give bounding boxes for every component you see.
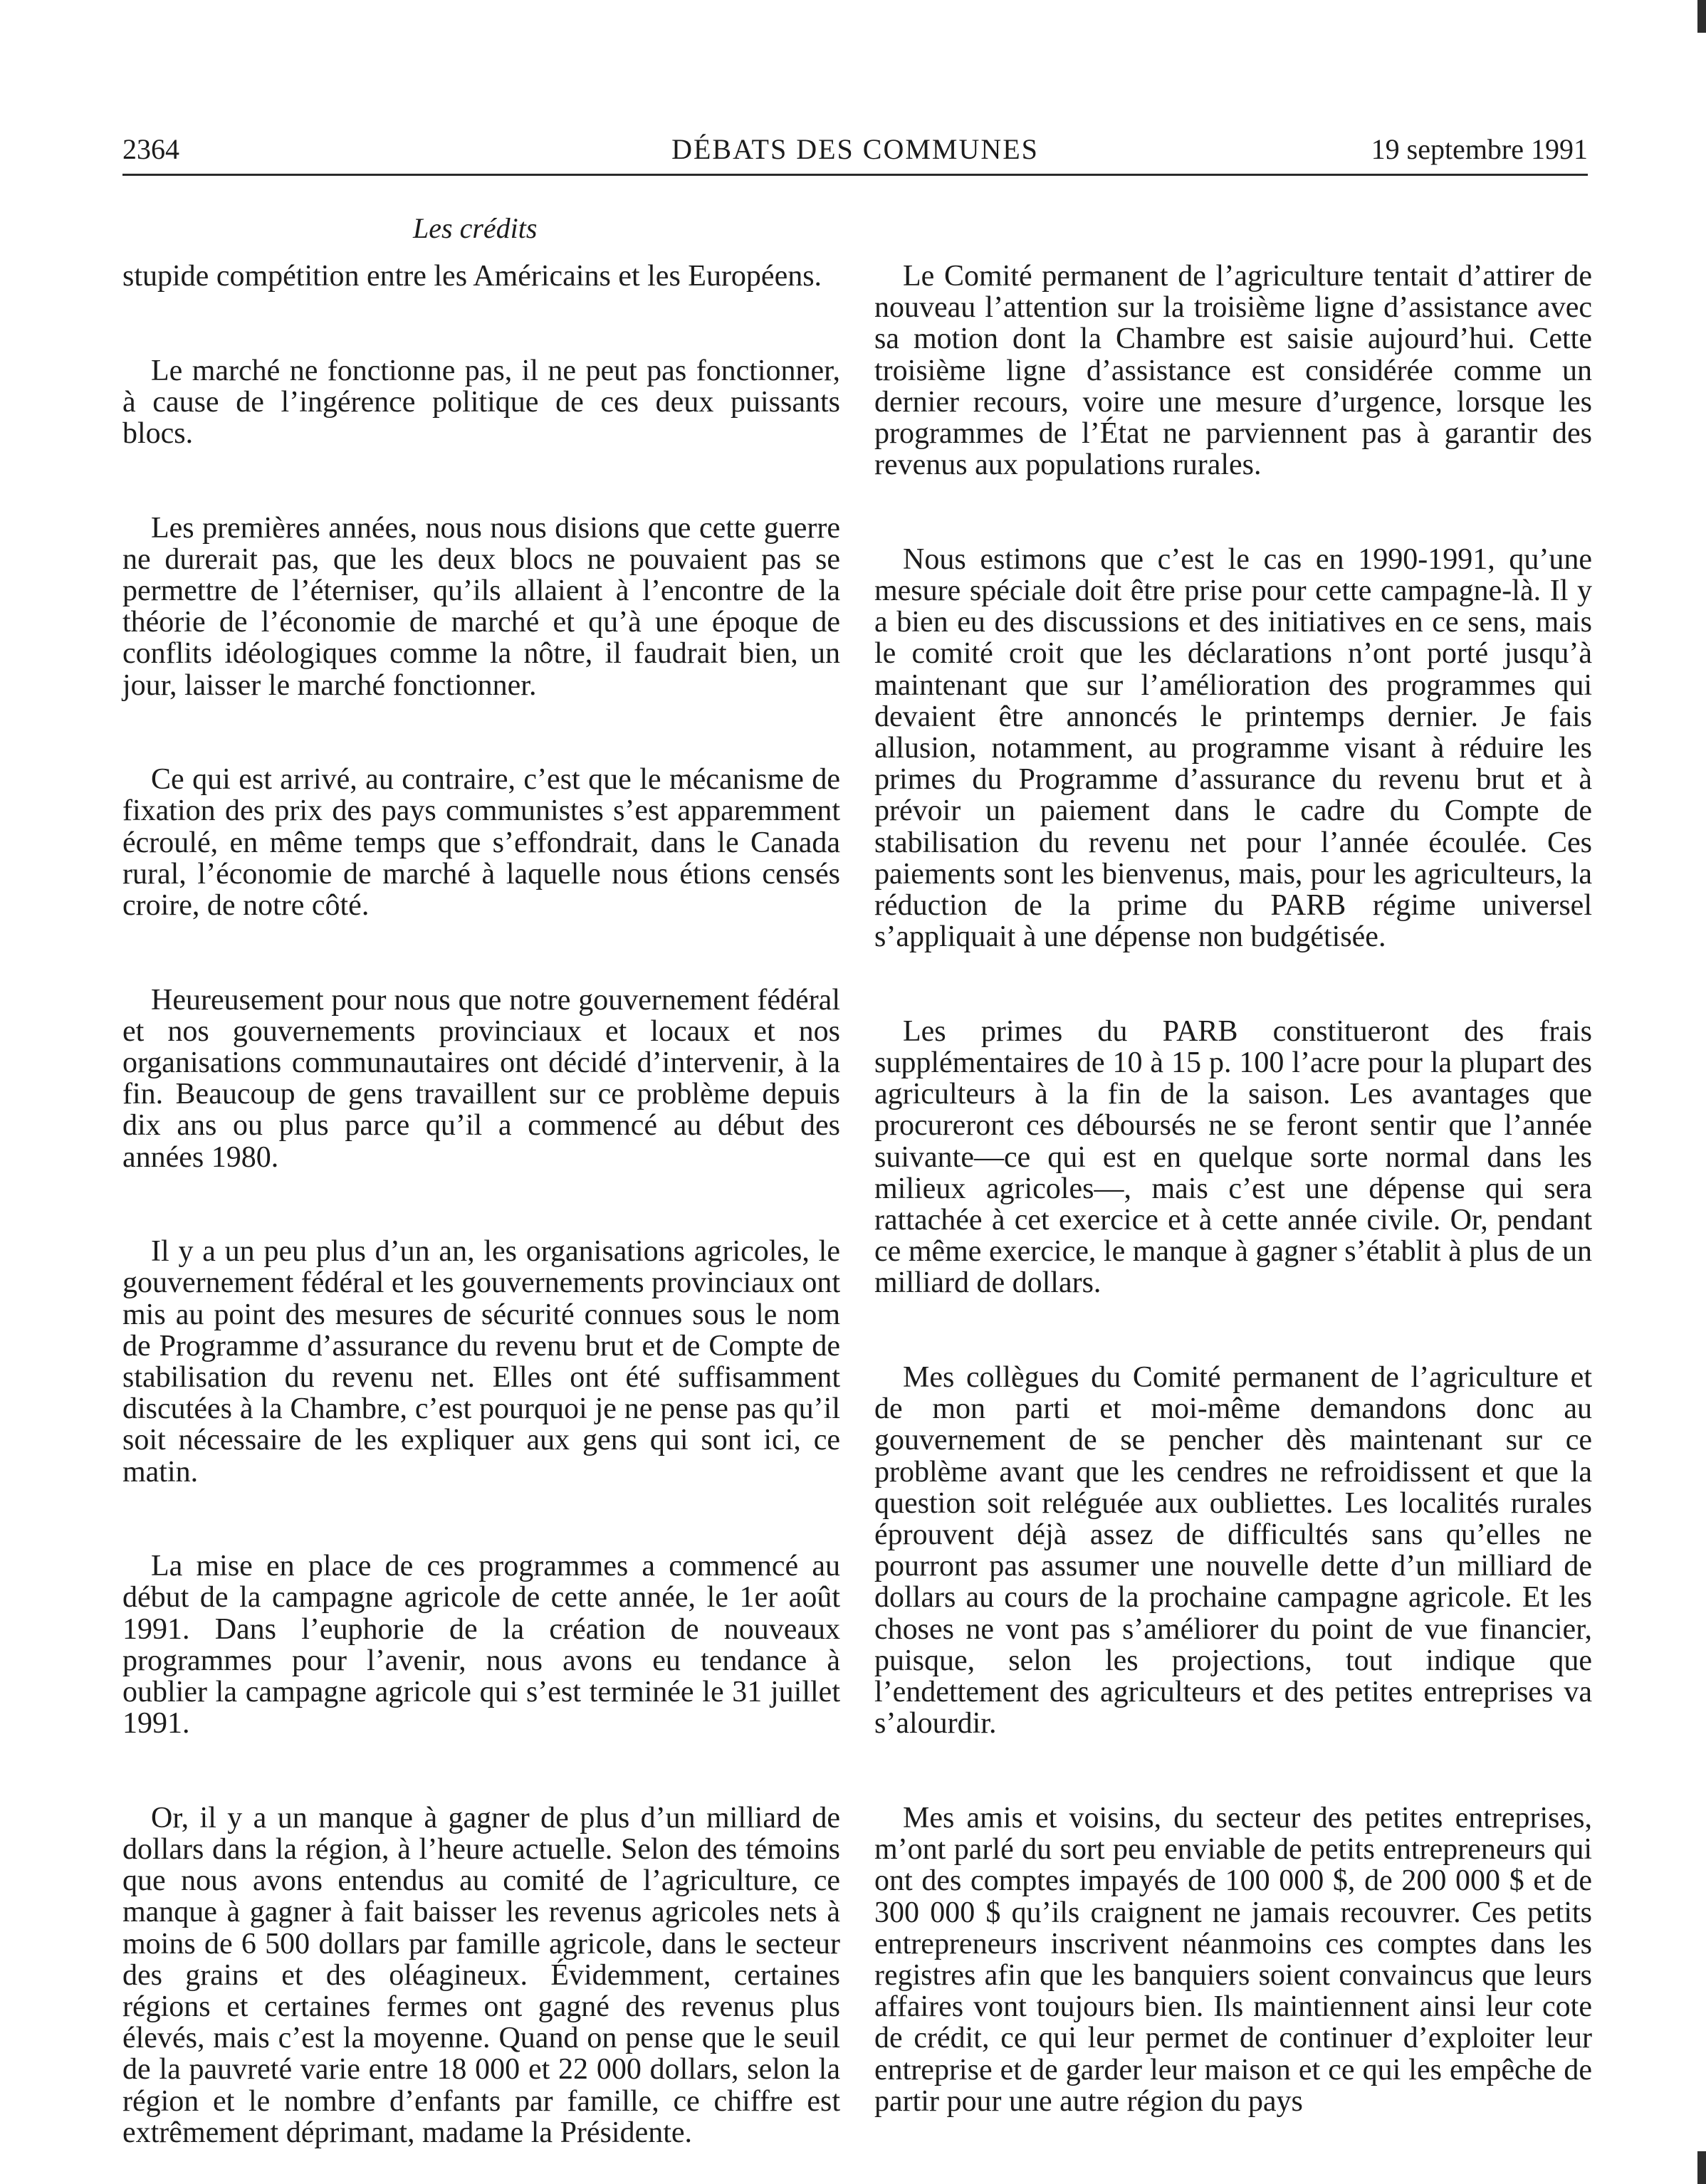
page-header bbox=[122, 132, 1588, 172]
page-number: 2364 bbox=[122, 133, 179, 165]
paragraph: Le marché ne fonctionne pas, il ne peut pas fonctionner, à cause de l’ingérence politique de ces deux puissants blocs. bbox=[122, 354, 840, 450]
paragraph: Or, il y a un manque à gagner de plus d’un milliard de dollars dans la région, à l’heure actuelle. Selon des témoins que nous avons entendus au comité de l’agriculture, ce manque à gagner à fait baisser les revenus agricoles nets à moins de 6 500 dollars par famille agricole, dans le secteur des grains et des oléagineux. Évidemment, certaines régions et certaines fermes ont gagné des revenus plus élevés, mais c’est la moyenne. Quand on pense que le seuil de la pauvreté varie entre 18 000 et 22 000 dollars, selon la région et le nombre d’enfants par famille, ce chiffre est extrêmement déprimant, madame la Présidente. bbox=[122, 1801, 840, 2149]
paragraph: Il y a un peu plus d’un an, les organisations agricoles, le gouvernement fédéral et les gouvernements provinciaux ont mis au point des mesures de sécurité connues sous le nom de Programme d’assurance du revenu brut et de Compte de stabilisation du revenu net. Elles ont été suffisamment discutées à la Chambre, c’est pourquoi je ne pense pas qu’il soit nécessaire de les expliquer aux gens qui sont ici, ce matin. bbox=[122, 1235, 840, 1489]
left-column bbox=[122, 261, 840, 2148]
paragraph: Les premières années, nous nous disions que cette guerre ne durerait pas, que les deux blocs ne pouvaient pas se permettre de l’éterniser, qu’ils allaient à l’encontre de la théorie de l’économie de marché et qu’à une époque de conflits idéologiques comme la nôtre, il faudrait bien, un jour, laisser le marché fonctionner. bbox=[122, 511, 840, 702]
paragraph: Les primes du PARB constitueront des frais supplémentaires de 10 à 15 p. 100 l’acre pour la plupart des agriculteurs à la fin de la saison. Les avantages que procureront ces déboursés ne se feront sentir que l’année suivante—ce qui est en quelque sorte normal dans les milieux agricoles—, mais c’est une dépense qui sera rattachée à cet exercice et à cette année civile. Or, pendant ce même exercice, le manque à gagner s’établit à plus de un milliard de dollars. bbox=[874, 1014, 1592, 1300]
paragraph: Mes amis et voisins, du secteur des petites entreprises, m’ont parlé du sort peu enviable de petits entrepreneurs qui ont des comptes impayés de 100 000 $, de 200 000 $ et de 300 000 $ qu’ils craignent ne jamais recouvrer. Ces petits entrepreneurs inscrivent néanmoins ces comptes dans les registres afin que les banquiers soient convaincus que leurs affaires vont toujours bien. Ils maintiennent ainsi leur cote de crédit, ce qui leur permet de continuer d’exploiter leur entreprise et de garder leur maison et ce qui les empêche de partir pour une autre région du pays bbox=[874, 1801, 1592, 2118]
paragraph: Ce qui est arrivé, au contraire, c’est que le mécanisme de fixation des prix des pays communistes s’est apparemment écroulé, en même temps que s’effondrait, dans le Canada rural, l’économie de marché à laquelle nous étions censés croire, de notre côté. bbox=[122, 763, 840, 923]
paragraph: Heureusement pour nous que notre gouvernement fédéral et nos gouvernements provinciaux et locaux et nos organisations communautaires ont décidé d’intervenir, à la fin. Beaucoup de gens travaillent sur ce problème depuis dix ans ou plus parce qu’il a commencé au début des années 1980. bbox=[122, 983, 840, 1174]
right-column bbox=[874, 261, 1592, 2117]
paragraph: Le Comité permanent de l’agriculture tentait d’attirer de nouveau l’attention sur la troisième ligne d’assistance avec sa motion dont la Chambre est saisie aujourd’hui. Cette troisième ligne d’assistance est considérée comme un dernier recours, voire une mesure d’urgence, lorsque les programmes de l’État ne parviennent pas à garantir des revenus aux populations rurales. bbox=[874, 260, 1592, 482]
paragraph: Nous estimons que c’est le cas en 1990-1991, qu’une mesure spéciale doit être prise pour cette campagne-là. Il y a bien eu des discussions et des initiatives en ce sens, mais le comité croit que les déclarations n’ont porté jusqu’à maintenant que sur l’amélioration des programmes qui devaient être annoncés le printemps dernier. Je fais allusion, notamment, au programme visant à réduire les primes du Programme d’assurance du revenu brut et à prévoir un paiement dans le cadre du Compte de stabilisation du revenu net pour l’année écoulée. Ces paiements sont les bienvenus, mais, pour les agriculteurs, la réduction de la prime du PARB régime universel s’appliquait à une dépense non budgétisée. bbox=[874, 542, 1592, 954]
section-title: Les crédits bbox=[413, 212, 538, 244]
paragraph: Mes collègues du Comité permanent de l’agriculture et de mon parti et moi-même demandons donc au gouvernement de se pencher dès maintenant sur ce problème avant que les cendres ne refroidissent et que la question soit reléguée aux oubliettes. Les localités rurales éprouvent déjà assez de difficultés sans qu’elles ne pourront pas assumer une nouvelle dette d’un milliard de dollars au cours de la prochaine campagne agricole. Et les choses ne vont pas s’améliorer du point de vue financier, puisque, selon les projections, tout indique que l’endettement des agriculteurs et des petites entreprises va s’alourdir. bbox=[874, 1361, 1592, 1741]
paragraph: stupide compétition entre les Américains et les Européens. bbox=[122, 260, 822, 293]
scan-edge-mark-top bbox=[1697, 0, 1706, 33]
paragraph: La mise en place de ces programmes a commencé au début de la campagne agricole de cette année, le 1er août 1991. Dans l’euphorie de la création de nouveaux programmes pour l’avenir, nous avons eu tendance à oublier la campagne agricole qui s’est terminée le 31 juillet 1991. bbox=[122, 1550, 840, 1741]
header-rule bbox=[122, 174, 1588, 176]
scan-edge-mark-bottom bbox=[1697, 2151, 1706, 2184]
journal-title: DÉBATS DES COMMUNES bbox=[671, 133, 1039, 165]
header-date: 19 septembre 1991 bbox=[1371, 133, 1588, 165]
